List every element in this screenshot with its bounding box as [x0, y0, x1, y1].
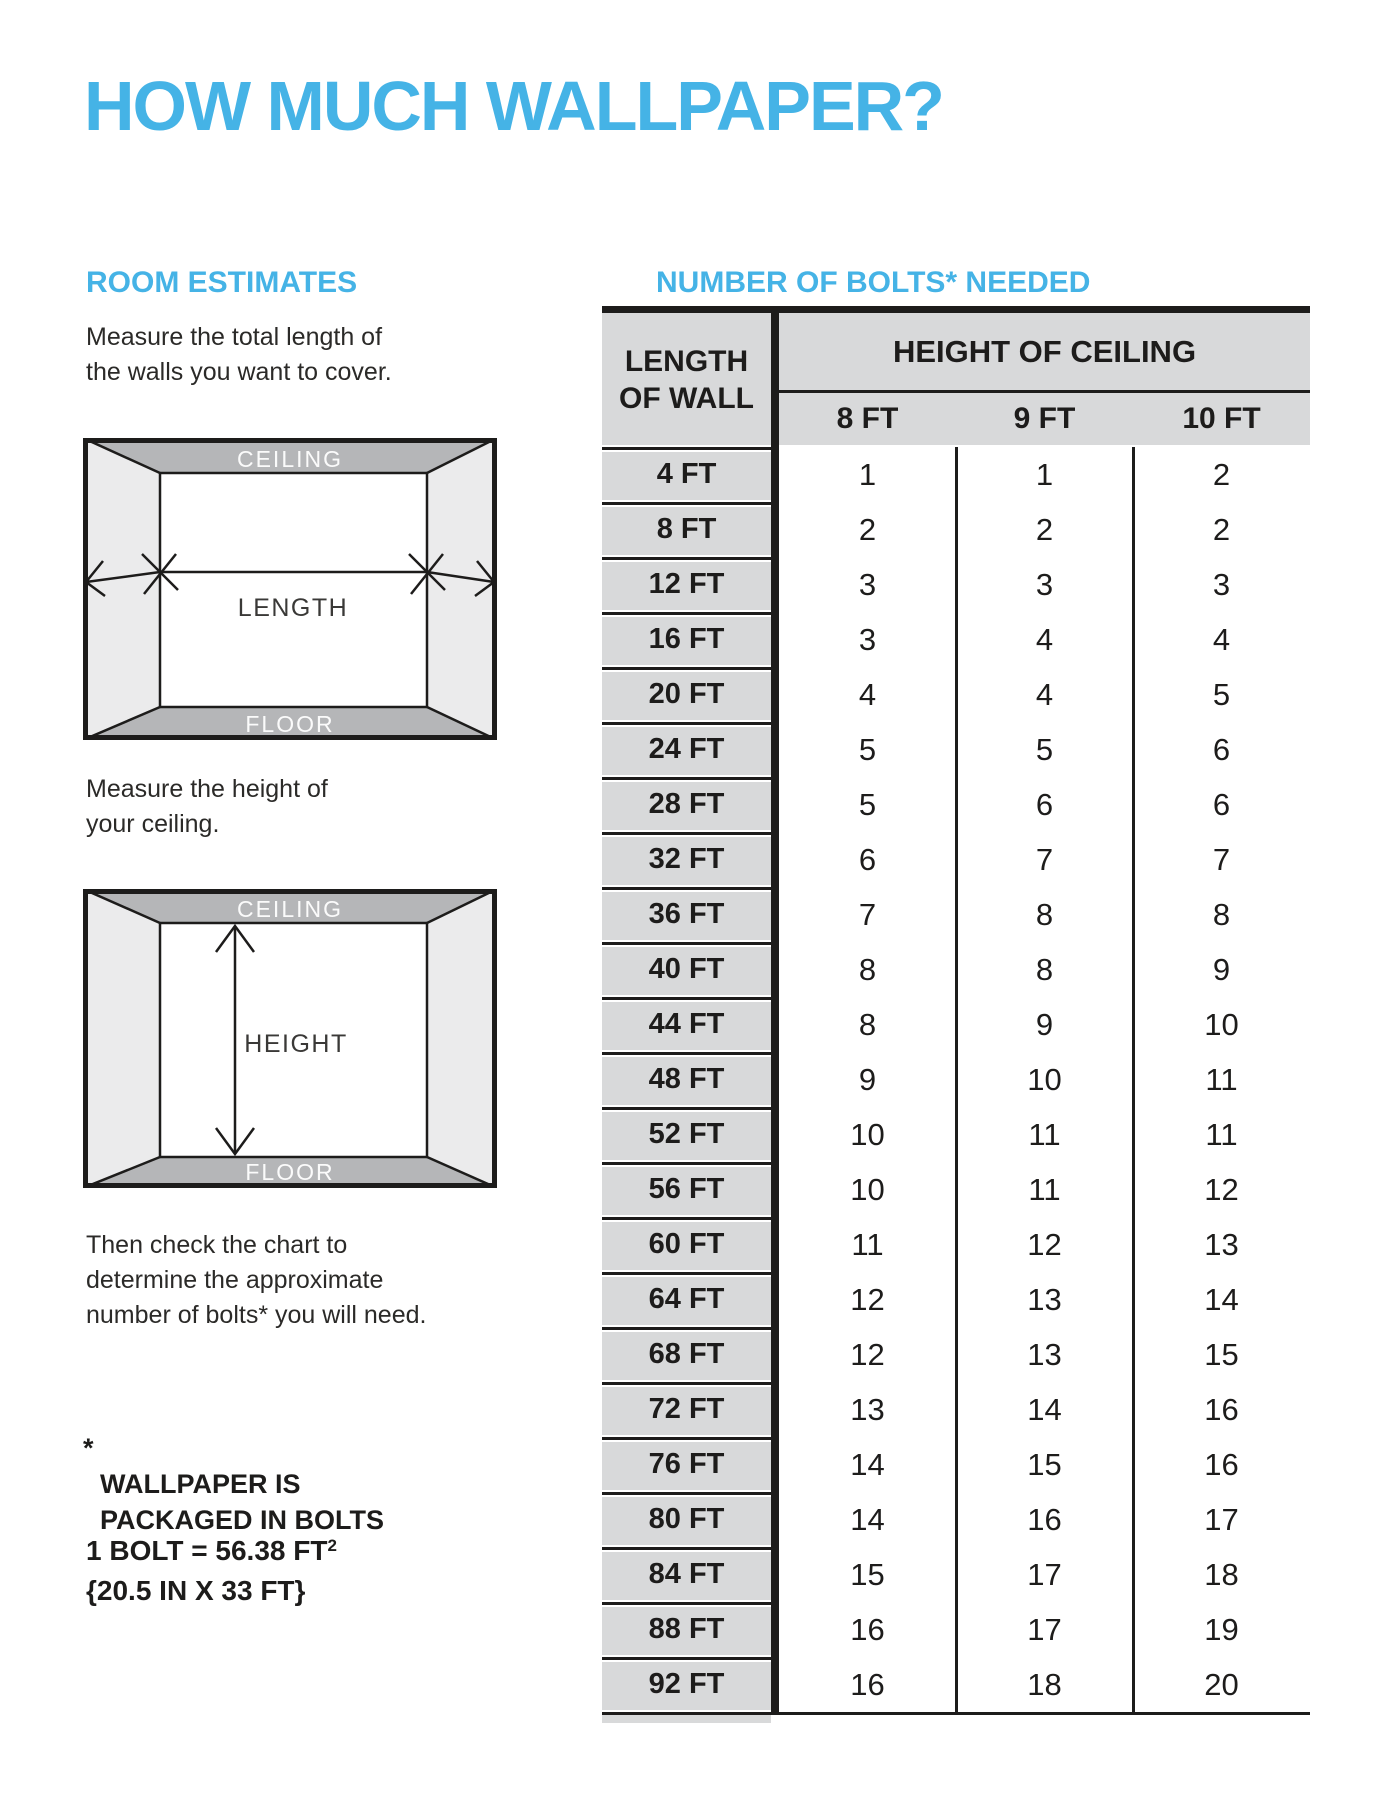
table-top-bar — [602, 306, 1310, 313]
value-cell: 7 — [779, 887, 956, 942]
value-cell: 15 — [779, 1547, 956, 1602]
divider-spacer — [771, 722, 779, 777]
row-header-cell — [602, 557, 771, 612]
length-label: LENGTH — [237, 594, 349, 622]
value-cell: 6 — [1133, 722, 1310, 777]
table-row — [602, 612, 1310, 667]
table-row — [602, 1547, 1310, 1602]
row-header-label: 52 FT — [648, 1118, 725, 1150]
divider-spacer — [771, 887, 779, 942]
row-header-cell — [602, 1437, 771, 1492]
value-cell: 16 — [1133, 1382, 1310, 1437]
row-header-cell — [602, 1382, 771, 1437]
table-header — [602, 313, 1310, 447]
left-wall-surface — [83, 889, 160, 1188]
table-row — [602, 997, 1310, 1052]
table-row — [602, 667, 1310, 722]
value-cell: 17 — [956, 1547, 1133, 1602]
value-cell: 12 — [1133, 1162, 1310, 1217]
value-cell: 16 — [779, 1657, 956, 1712]
row-header-cell — [602, 1327, 771, 1382]
value-cell: 17 — [1133, 1492, 1310, 1547]
value-cell: 12 — [956, 1217, 1133, 1272]
value-cell: 7 — [1133, 832, 1310, 887]
row-header-cell — [602, 1107, 771, 1162]
value-cell: 9 — [779, 1052, 956, 1107]
divider-spacer — [771, 1382, 779, 1437]
value-cell: 2 — [779, 502, 956, 557]
table-body — [602, 447, 1310, 1712]
row-header-cell — [602, 1052, 771, 1107]
row-header-cell — [602, 447, 771, 502]
table-row — [602, 1327, 1310, 1382]
row-header-cell — [602, 1162, 771, 1217]
row-header-label: 88 FT — [648, 1613, 725, 1645]
value-cell: 10 — [1133, 997, 1310, 1052]
value-cell: 14 — [779, 1437, 956, 1492]
row-header-cell — [602, 1217, 771, 1272]
divider-spacer — [771, 1602, 779, 1657]
asterisk-marker: * — [83, 1433, 94, 1463]
height-of-ceiling-cell: HEIGHT OF CEILING — [779, 313, 1310, 390]
row-header-cell — [602, 887, 771, 942]
page-title: HOW MUCH WALLPAPER? — [84, 67, 943, 145]
divider-spacer — [771, 612, 779, 667]
divider-spacer — [771, 997, 779, 1052]
row-group-header-label: LENGTH OF WALL — [619, 345, 754, 415]
table-row — [602, 832, 1310, 887]
table-row — [602, 942, 1310, 997]
value-cell: 5 — [1133, 667, 1310, 722]
row-header-cell — [602, 832, 771, 887]
row-header-cell — [602, 997, 771, 1052]
divider-spacer — [771, 777, 779, 832]
value-cell: 16 — [1133, 1437, 1310, 1492]
value-cell: 15 — [956, 1437, 1133, 1492]
value-cell: 6 — [779, 832, 956, 887]
column-header-9ft: 9 FT — [1013, 402, 1076, 435]
row-header-label: 84 FT — [648, 1558, 725, 1590]
value-cell: 1 — [956, 447, 1133, 502]
right-wall-surface — [427, 889, 497, 1188]
row-header-label: 72 FT — [648, 1393, 725, 1425]
value-cell: 14 — [779, 1492, 956, 1547]
value-cell: 8 — [956, 887, 1133, 942]
row-header-cell — [602, 502, 771, 557]
row-header-label: 20 FT — [648, 678, 725, 710]
value-cell: 8 — [779, 942, 956, 997]
row-header-label: 68 FT — [648, 1338, 725, 1370]
row-header-cell — [602, 1657, 771, 1712]
row-header-cell — [602, 1547, 771, 1602]
divider-spacer — [771, 1327, 779, 1382]
row-header-label: 40 FT — [648, 953, 725, 985]
value-cell: 15 — [1133, 1327, 1310, 1382]
bolt-equation — [86, 1526, 337, 1611]
floor-label: FLOOR — [245, 1159, 335, 1185]
bolt-equation-line2: {20.5 IN X 33 FT} — [86, 1575, 306, 1606]
bolt-equation-line1: 1 BOLT = 56.38 $FT^2$ — [86, 1535, 337, 1566]
value-cell: 11 — [1133, 1052, 1310, 1107]
value-cell: 11 — [1133, 1107, 1310, 1162]
table-footer-sliver — [602, 1715, 771, 1723]
back-wall-surface — [160, 473, 427, 707]
table-row — [602, 1107, 1310, 1162]
table-row — [602, 1657, 1310, 1712]
row-header-cell — [602, 722, 771, 777]
value-cell: 5 — [779, 722, 956, 777]
divider-spacer — [771, 1547, 779, 1602]
value-cell: 9 — [1133, 942, 1310, 997]
row-header-cell — [602, 942, 771, 997]
divider-spacer — [771, 502, 779, 557]
row-header-label: 24 FT — [648, 733, 725, 765]
value-cell: 4 — [956, 667, 1133, 722]
table-row — [602, 447, 1310, 502]
divider-spacer — [771, 942, 779, 997]
bolts-needed-heading: NUMBER OF BOLTS* NEEDED — [656, 266, 1091, 299]
table-row — [602, 557, 1310, 612]
step1-text: Measure the total length of the walls you want to cover. — [86, 323, 392, 386]
row-header-label: 76 FT — [648, 1448, 725, 1480]
step2-text: Measure the height of your ceiling. — [86, 775, 328, 838]
room-length-diagram-svg — [83, 438, 497, 740]
value-cell: 2 — [1133, 447, 1310, 502]
divider-spacer — [771, 832, 779, 887]
value-cell: 2 — [1133, 502, 1310, 557]
value-cell: 18 — [1133, 1547, 1310, 1602]
room-height-diagram — [83, 889, 497, 1188]
row-header-label: 44 FT — [648, 1008, 725, 1040]
divider-spacer — [771, 667, 779, 722]
row-header-label: 8 FT — [656, 513, 717, 545]
row-header-cell — [602, 612, 771, 667]
divider-spacer — [771, 1657, 779, 1712]
value-cell: 3 — [779, 612, 956, 667]
row-header-label: 4 FT — [656, 458, 717, 490]
row-header-label: 48 FT — [648, 1063, 725, 1095]
value-cell: 4 — [1133, 612, 1310, 667]
row-header-label: 32 FT — [648, 843, 725, 875]
value-cell: 11 — [956, 1107, 1133, 1162]
table-row — [602, 777, 1310, 832]
value-cell: 19 — [1133, 1602, 1310, 1657]
table-row — [602, 1602, 1310, 1657]
divider-spacer — [771, 1217, 779, 1272]
divider-spacer — [771, 1272, 779, 1327]
row-header-cell — [602, 1602, 771, 1657]
row-header-cell — [602, 667, 771, 722]
divider-spacer — [771, 1052, 779, 1107]
row-header-label: 60 FT — [648, 1228, 725, 1260]
floor-label: FLOOR — [245, 711, 335, 737]
column-headers-row — [779, 393, 1310, 445]
row-header-cell — [602, 1492, 771, 1547]
divider-spacer — [771, 1437, 779, 1492]
row-header-label: 28 FT — [648, 788, 725, 820]
value-cell: 3 — [779, 557, 956, 612]
value-cell: 10 — [956, 1052, 1133, 1107]
value-cell: 20 — [1133, 1657, 1310, 1712]
bolts-table — [602, 306, 1310, 1723]
height-label: HEIGHT — [244, 1030, 348, 1058]
value-cell: 8 — [779, 997, 956, 1052]
divider-spacer — [771, 1492, 779, 1547]
value-cell: 10 — [779, 1107, 956, 1162]
room-length-diagram — [83, 438, 497, 740]
column-group-header — [779, 313, 1310, 447]
bolts-footnote — [83, 1430, 384, 1538]
row-header-label: 56 FT — [648, 1173, 725, 1205]
table-row — [602, 1052, 1310, 1107]
value-cell: 3 — [1133, 557, 1310, 612]
value-cell: 13 — [1133, 1217, 1310, 1272]
value-cell: 4 — [779, 667, 956, 722]
value-cell: 10 — [779, 1162, 956, 1217]
value-cell: 5 — [956, 722, 1133, 777]
value-cell: 7 — [956, 832, 1133, 887]
value-cell: 14 — [1133, 1272, 1310, 1327]
value-cell: 8 — [956, 942, 1133, 997]
row-header-label: 16 FT — [648, 623, 725, 655]
divider-spacer — [771, 1162, 779, 1217]
value-cell: 2 — [956, 502, 1133, 557]
divider-spacer — [771, 447, 779, 502]
bolts-footnote-text: WALLPAPER IS PACKAGED IN BOLTS — [100, 1469, 385, 1535]
room-estimates-heading: ROOM ESTIMATES — [86, 266, 358, 299]
ceiling-label: CEILING — [236, 896, 344, 922]
value-cell: 5 — [779, 777, 956, 832]
value-cell: 9 — [956, 997, 1133, 1052]
value-cell: 16 — [779, 1602, 956, 1657]
table-row — [602, 722, 1310, 777]
value-cell: 3 — [956, 557, 1133, 612]
row-header-cell — [602, 1272, 771, 1327]
column-header-8ft: 8 FT — [836, 402, 899, 435]
value-cell: 11 — [956, 1162, 1133, 1217]
table-row — [602, 1217, 1310, 1272]
value-cell: 12 — [779, 1327, 956, 1382]
row-header-label: 80 FT — [648, 1503, 725, 1535]
value-cell: 6 — [1133, 777, 1310, 832]
row-header-cell — [602, 777, 771, 832]
value-cell: 11 — [779, 1217, 956, 1272]
column-header-10ft: 10 FT — [1182, 402, 1261, 435]
value-cell: 16 — [956, 1492, 1133, 1547]
value-cell: 4 — [956, 612, 1133, 667]
value-cell: 12 — [779, 1272, 956, 1327]
value-cell: 6 — [956, 777, 1133, 832]
divider-spacer — [771, 557, 779, 612]
row-header-label: 64 FT — [648, 1283, 725, 1315]
value-cell: 8 — [1133, 887, 1310, 942]
divider-spacer — [771, 1107, 779, 1162]
value-cell: 13 — [779, 1382, 956, 1437]
row-header-label: 92 FT — [648, 1668, 725, 1700]
table-row — [602, 887, 1310, 942]
squared-exponent: 2 — [327, 1536, 337, 1555]
ceiling-label: CEILING — [236, 446, 344, 472]
value-cell: 13 — [956, 1272, 1133, 1327]
table-row — [602, 502, 1310, 557]
table-row — [602, 1272, 1310, 1327]
room-height-diagram-svg — [83, 889, 497, 1188]
value-cell: 18 — [956, 1657, 1133, 1712]
row-header-label: 36 FT — [648, 898, 725, 930]
row-header-label: 12 FT — [648, 568, 725, 600]
value-cell: 1 — [779, 447, 956, 502]
table-row — [602, 1437, 1310, 1492]
table-row — [602, 1382, 1310, 1437]
table-row — [602, 1162, 1310, 1217]
row-group-header-cell — [602, 313, 771, 447]
table-row — [602, 1492, 1310, 1547]
value-cell: 13 — [956, 1327, 1133, 1382]
value-cell: 17 — [956, 1602, 1133, 1657]
value-cell: 14 — [956, 1382, 1133, 1437]
step3-text: Then check the chart to determine the approximate number of bolts* you will need. — [86, 1231, 427, 1329]
